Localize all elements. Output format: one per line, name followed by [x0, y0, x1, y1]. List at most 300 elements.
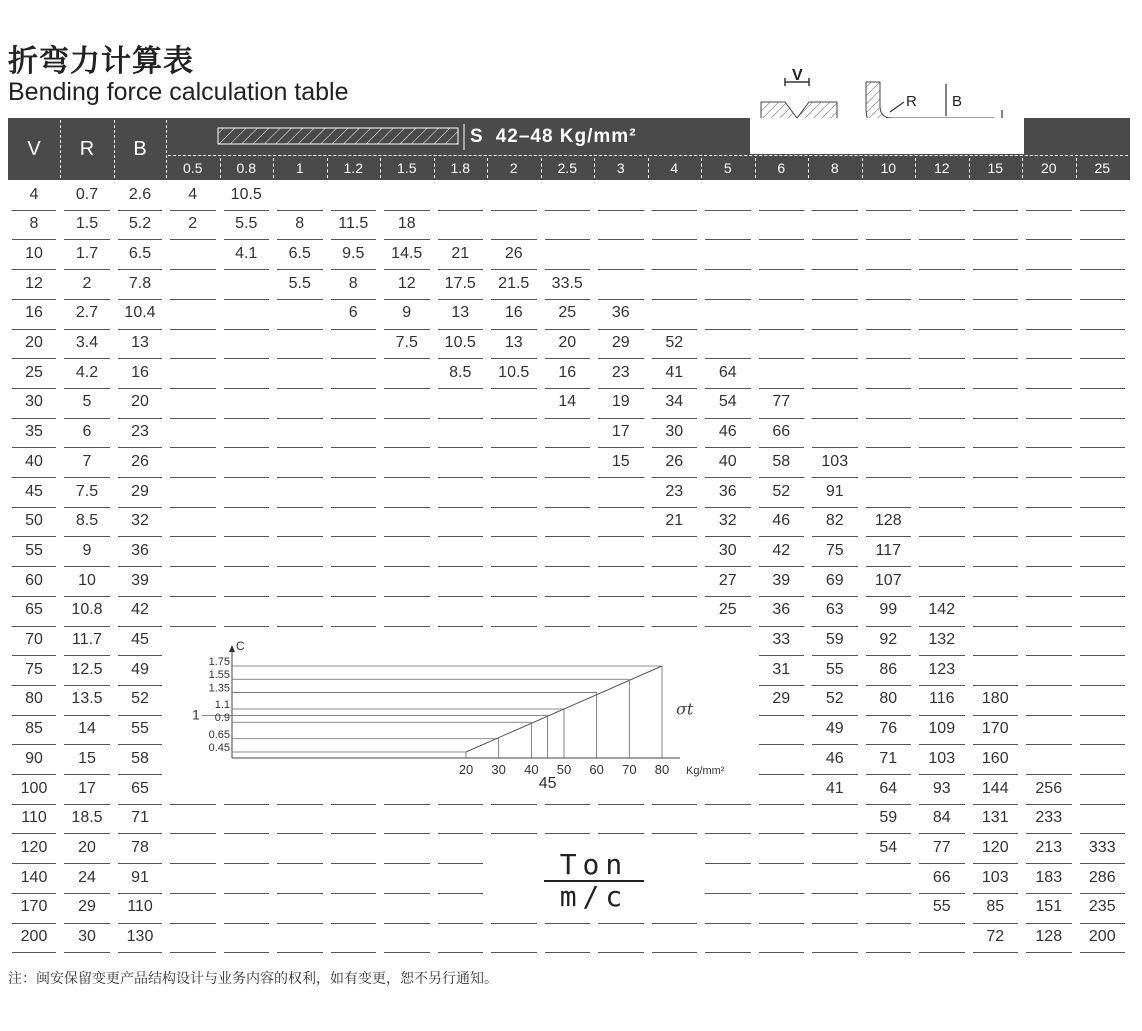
cell-force: 46: [825, 749, 844, 767]
header-separator: [969, 158, 970, 178]
row-rule: [919, 477, 965, 478]
cell-r: 1.5: [75, 215, 99, 233]
cell-force: 26: [665, 452, 684, 470]
cell-force: 52: [665, 334, 684, 351]
row-rule: [277, 566, 323, 567]
row-rule: [491, 626, 537, 627]
header-separator: [1076, 158, 1077, 178]
row-rule: [759, 774, 805, 775]
row-rule: [1080, 447, 1126, 448]
header-separator: [701, 158, 702, 178]
row-rule: [866, 388, 912, 389]
row-rule: [598, 804, 644, 805]
row-rule: [1080, 655, 1126, 656]
material-spec: [470, 124, 637, 150]
cell-r: 13.5: [71, 690, 103, 708]
row-rule: [598, 239, 644, 240]
row-rule: [866, 329, 912, 330]
cell-force: 7.5: [395, 334, 418, 351]
row-rule: [866, 418, 912, 419]
cell-r: 5: [82, 393, 92, 411]
row-rule: [331, 536, 377, 537]
cell-v: 60: [25, 571, 43, 589]
row-rule: [598, 833, 644, 834]
cell-force: 23: [665, 482, 684, 500]
row-rule: [277, 477, 323, 478]
row-rule: [705, 329, 751, 330]
cell-force: 77: [932, 838, 951, 856]
header-separator: [114, 120, 115, 178]
cell-force: 91: [825, 482, 844, 500]
row-rule: [438, 477, 484, 478]
cell-force: 11.5: [338, 215, 369, 233]
y-tick-label: 1.1: [214, 699, 230, 711]
cell-force: 131: [981, 809, 1009, 827]
cell-force: 55: [932, 898, 951, 916]
cell-v: 30: [25, 393, 43, 411]
header-thickness: 1.5: [397, 160, 417, 176]
cell-force: 128: [874, 512, 902, 530]
cell-r: 4.2: [75, 363, 99, 381]
row-rule: [759, 715, 805, 716]
row-rule: [1026, 329, 1072, 330]
cell-v: 8: [29, 215, 39, 233]
material-s-label: S: [470, 126, 484, 147]
cell-force: 69: [825, 571, 844, 589]
row-rule: [652, 833, 698, 834]
row-rule: [1080, 566, 1126, 567]
row-rule: [224, 507, 270, 508]
cell-force: 5.5: [288, 274, 311, 292]
row-rule: [1080, 358, 1126, 359]
cell-b: 71: [131, 809, 149, 827]
row-rule: [759, 893, 805, 894]
cell-b: 49: [131, 660, 149, 678]
cell-force: 8: [348, 274, 358, 292]
header-separator: [755, 158, 756, 178]
cell-v: 10: [25, 244, 43, 262]
row-rule: [224, 358, 270, 359]
cell-force: 76: [879, 720, 898, 738]
row-rule: [384, 893, 430, 894]
header-thickness: 5: [723, 160, 732, 176]
cell-force: 72: [986, 928, 1005, 945]
cell-force: 85: [986, 898, 1005, 916]
row-rule: [919, 299, 965, 300]
row-rule: [1080, 536, 1126, 537]
row-rule: [224, 863, 270, 864]
row-rule: [277, 447, 323, 448]
row-rule: [277, 626, 323, 627]
cell-b: 23: [131, 423, 149, 441]
row-rule: [973, 447, 1019, 448]
row-rule: [545, 626, 591, 627]
cell-force: 46: [772, 512, 791, 530]
cell-force: 46: [718, 423, 737, 441]
cell-force: 55: [825, 660, 844, 678]
cell-b: 7.8: [128, 274, 152, 292]
row-rule: [331, 418, 377, 419]
row-rule: [384, 952, 430, 953]
row-rule: [652, 804, 698, 805]
header-thickness: 0.5: [183, 160, 203, 176]
row-rule: [652, 536, 698, 537]
cell-force: 151: [1035, 898, 1063, 916]
bend-b-label: B: [952, 93, 963, 110]
row-rule: [170, 566, 216, 567]
row-rule: [866, 952, 912, 953]
row-rule: [277, 923, 323, 924]
cell-b: 45: [131, 631, 149, 648]
row-rule: [1026, 388, 1072, 389]
header-separator: [273, 158, 274, 178]
cell-force: 6.5: [288, 244, 311, 262]
unit-fraction: [544, 850, 644, 912]
cell-force: 13: [451, 304, 470, 322]
page-title-en: Bending force calculation table: [8, 78, 349, 106]
row-rule: [1026, 210, 1072, 211]
row-rule: [1026, 418, 1072, 419]
row-rule: [170, 239, 216, 240]
row-rule: [652, 269, 698, 270]
row-rule: [652, 566, 698, 567]
row-rule: [705, 833, 751, 834]
row-rule: [1026, 715, 1072, 716]
cell-r: 14: [78, 720, 96, 738]
row-rule: [919, 566, 965, 567]
header-separator: [487, 158, 488, 178]
row-rule: [919, 923, 965, 924]
row-rule: [331, 388, 377, 389]
header-white-notch: [750, 118, 1024, 154]
cell-v: 4: [29, 185, 39, 203]
row-rule: [545, 418, 591, 419]
cell-force: 256: [1035, 779, 1063, 797]
cell-force: 36: [611, 304, 630, 322]
row-rule: [919, 269, 965, 270]
row-rule: [705, 210, 751, 211]
cell-force: 120: [981, 838, 1009, 856]
row-rule: [64, 952, 110, 953]
row-rule: [170, 596, 216, 597]
cell-r: 2: [82, 274, 92, 292]
row-rule: [1026, 536, 1072, 537]
cell-force: 64: [718, 363, 737, 381]
cell-b: 65: [131, 779, 149, 797]
row-rule: [170, 447, 216, 448]
cell-force: 116: [928, 690, 955, 708]
cell-force: 132: [928, 631, 956, 648]
y-tick-label: 1: [192, 706, 200, 723]
row-rule: [224, 893, 270, 894]
cell-b: 110: [127, 898, 153, 916]
x-tick-label: 20: [458, 762, 474, 777]
cell-r: 9: [82, 541, 92, 559]
header-thickness: 25: [1094, 160, 1111, 176]
row-rule: [545, 566, 591, 567]
row-rule: [705, 893, 751, 894]
row-rule: [705, 804, 751, 805]
row-rule: [598, 952, 644, 953]
row-rule: [277, 507, 323, 508]
header-v: V: [27, 137, 41, 160]
header-divider: [168, 155, 1128, 156]
row-rule: [919, 358, 965, 359]
cell-force: 15: [611, 452, 630, 470]
cell-force: 5.5: [235, 215, 258, 233]
row-rule: [384, 596, 430, 597]
row-rule: [438, 804, 484, 805]
cell-force: 71: [879, 749, 898, 767]
row-rule: [812, 239, 858, 240]
header-thickness: 15: [987, 160, 1004, 176]
row-rule: [598, 536, 644, 537]
header-separator: [60, 120, 61, 178]
cell-b: 20: [131, 393, 149, 411]
cell-force: 52: [825, 690, 844, 708]
row-rule: [973, 388, 1019, 389]
row-rule: [224, 536, 270, 537]
row-rule: [973, 329, 1019, 330]
row-rule: [331, 952, 377, 953]
footnote: 注：闽安保留变更产品结构设计与业务内容的权利，如有变更，恕不另行通知。: [8, 971, 498, 987]
row-rule: [545, 833, 591, 834]
row-rule: [812, 804, 858, 805]
row-rule: [331, 507, 377, 508]
row-rule: [812, 418, 858, 419]
cell-force: 26: [504, 244, 523, 262]
row-rule: [973, 418, 1019, 419]
row-rule: [170, 626, 216, 627]
row-rule: [1026, 447, 1072, 448]
cell-force: 20: [558, 334, 577, 351]
row-rule: [224, 477, 270, 478]
cell-force: 103: [981, 868, 1009, 886]
bend-r-label: R: [906, 93, 917, 110]
cell-force: 183: [1035, 868, 1063, 886]
row-rule: [438, 536, 484, 537]
row-rule: [438, 952, 484, 953]
curve-label: σt: [676, 699, 694, 719]
row-rule: [812, 210, 858, 211]
row-rule: [277, 833, 323, 834]
cell-v: 25: [25, 363, 43, 381]
cell-force: 107: [874, 571, 902, 589]
cell-force: 333: [1088, 838, 1116, 856]
material-thickness-bar: [216, 124, 474, 154]
row-rule: [384, 923, 430, 924]
cell-b: 78: [131, 838, 149, 856]
y-tick-label: 1.75: [208, 656, 230, 668]
cell-force: 25: [718, 601, 737, 619]
cell-b: 5.2: [128, 215, 152, 233]
row-rule: [491, 804, 537, 805]
row-rule: [277, 863, 323, 864]
row-rule: [331, 893, 377, 894]
cell-force: 27: [718, 571, 737, 589]
cell-force: 99: [879, 601, 898, 619]
row-rule: [1080, 329, 1126, 330]
row-rule: [866, 893, 912, 894]
cell-b: 36: [131, 541, 149, 559]
cell-force: 36: [772, 601, 791, 619]
cell-v: 140: [20, 868, 48, 886]
row-rule: [812, 863, 858, 864]
row-rule: [545, 952, 591, 953]
row-rule: [598, 269, 644, 270]
cell-force: 34: [665, 393, 684, 411]
row-rule: [919, 447, 965, 448]
row-rule: [277, 893, 323, 894]
cell-force: 21: [451, 244, 470, 262]
cell-force: 144: [981, 779, 1009, 797]
header-separator: [327, 158, 328, 178]
row-rule: [973, 566, 1019, 567]
cell-force: 63: [825, 601, 844, 619]
cell-force: 41: [825, 779, 844, 797]
y-tick-label: 0.9: [214, 712, 230, 725]
cell-r: 15: [78, 749, 96, 767]
row-rule: [384, 566, 430, 567]
cell-force: 233: [1035, 809, 1063, 827]
row-rule: [598, 626, 644, 627]
row-rule: [170, 893, 216, 894]
row-rule: [973, 952, 1019, 953]
row-rule: [812, 269, 858, 270]
cell-v: 12: [25, 274, 43, 292]
cell-force: 41: [665, 363, 684, 381]
row-rule: [384, 358, 430, 359]
row-rule: [438, 447, 484, 448]
cell-force: 54: [718, 393, 737, 411]
cell-force: 13: [504, 334, 523, 351]
cell-r: 7.5: [75, 482, 99, 500]
row-rule: [919, 418, 965, 419]
row-rule: [759, 952, 805, 953]
row-rule: [277, 329, 323, 330]
header-thickness: 10: [880, 160, 897, 176]
cell-v: 170: [20, 898, 48, 916]
row-rule: [866, 447, 912, 448]
row-rule: [277, 536, 323, 537]
cell-force: 31: [772, 660, 791, 678]
row-rule: [438, 626, 484, 627]
cell-force: 39: [772, 571, 791, 589]
row-rule: [224, 388, 270, 389]
row-rule: [118, 952, 162, 953]
cell-b: 10.4: [124, 304, 156, 322]
cell-b: 52: [131, 690, 149, 708]
row-rule: [224, 804, 270, 805]
row-rule: [224, 566, 270, 567]
row-rule: [277, 952, 323, 953]
row-rule: [170, 923, 216, 924]
row-rule: [973, 626, 1019, 627]
header-b: B: [133, 137, 147, 160]
cell-r: 3.4: [75, 334, 99, 351]
row-rule: [224, 833, 270, 834]
row-rule: [812, 952, 858, 953]
cell-force: 123: [928, 660, 956, 678]
cell-force: 84: [932, 809, 951, 827]
row-rule: [438, 418, 484, 419]
y-tick-label: 1.35: [208, 682, 230, 695]
row-rule: [598, 210, 644, 211]
cell-force: 66: [772, 423, 791, 441]
header-separator: [380, 158, 381, 178]
cell-r: 0.7: [75, 185, 99, 203]
cell-force: 25: [558, 304, 577, 322]
cell-v: 80: [25, 690, 43, 708]
row-rule: [438, 388, 484, 389]
cell-v: 45: [25, 482, 43, 500]
cell-b: 6.5: [128, 244, 152, 262]
row-rule: [170, 536, 216, 537]
cell-force: 8: [295, 215, 305, 233]
row-rule: [277, 388, 323, 389]
cell-r: 24: [78, 868, 96, 886]
cell-force: 54: [879, 838, 898, 856]
row-rule: [331, 626, 377, 627]
row-rule: [598, 923, 644, 924]
x-tick-label: 70: [622, 762, 637, 777]
x-tick-label: 50: [556, 762, 572, 777]
row-rule: [491, 952, 537, 953]
row-rule: [438, 596, 484, 597]
row-rule: [1080, 239, 1126, 240]
cell-force: 180: [981, 690, 1009, 708]
cell-force: 14: [558, 393, 577, 411]
row-rule: [812, 299, 858, 300]
cell-r: 29: [78, 898, 96, 916]
row-rule: [545, 923, 591, 924]
row-rule: [331, 358, 377, 359]
cell-force: 93: [932, 779, 951, 797]
row-rule: [973, 269, 1019, 270]
material-spec-text: 42–48 Kg/mm²: [495, 126, 637, 147]
header-separator: [648, 158, 649, 178]
header-separator: [434, 158, 435, 178]
row-rule: [224, 923, 270, 924]
cell-force: 6: [348, 304, 358, 322]
cell-r: 10: [78, 571, 96, 589]
header-thickness: 20: [1040, 160, 1057, 176]
cell-b: 2.6: [128, 185, 152, 203]
cell-force: 59: [825, 631, 844, 648]
row-rule: [866, 358, 912, 359]
row-rule: [598, 507, 644, 508]
cell-force: 142: [928, 601, 956, 619]
row-rule: [759, 329, 805, 330]
row-rule: [1080, 744, 1126, 745]
row-rule: [652, 210, 698, 211]
row-rule: [1026, 358, 1072, 359]
row-rule: [491, 418, 537, 419]
row-rule: [598, 566, 644, 567]
row-rule: [384, 477, 430, 478]
row-rule: [1080, 269, 1126, 270]
cell-force: 82: [825, 512, 844, 530]
row-rule: [759, 358, 805, 359]
row-rule: [866, 477, 912, 478]
row-rule: [652, 626, 698, 627]
cell-force: 170: [981, 720, 1009, 738]
y-tick-label: 1.55: [208, 669, 230, 682]
cell-force: 23: [611, 363, 630, 381]
row-rule: [1026, 239, 1072, 240]
row-rule: [491, 566, 537, 567]
y-axis-arrow: [229, 645, 235, 652]
